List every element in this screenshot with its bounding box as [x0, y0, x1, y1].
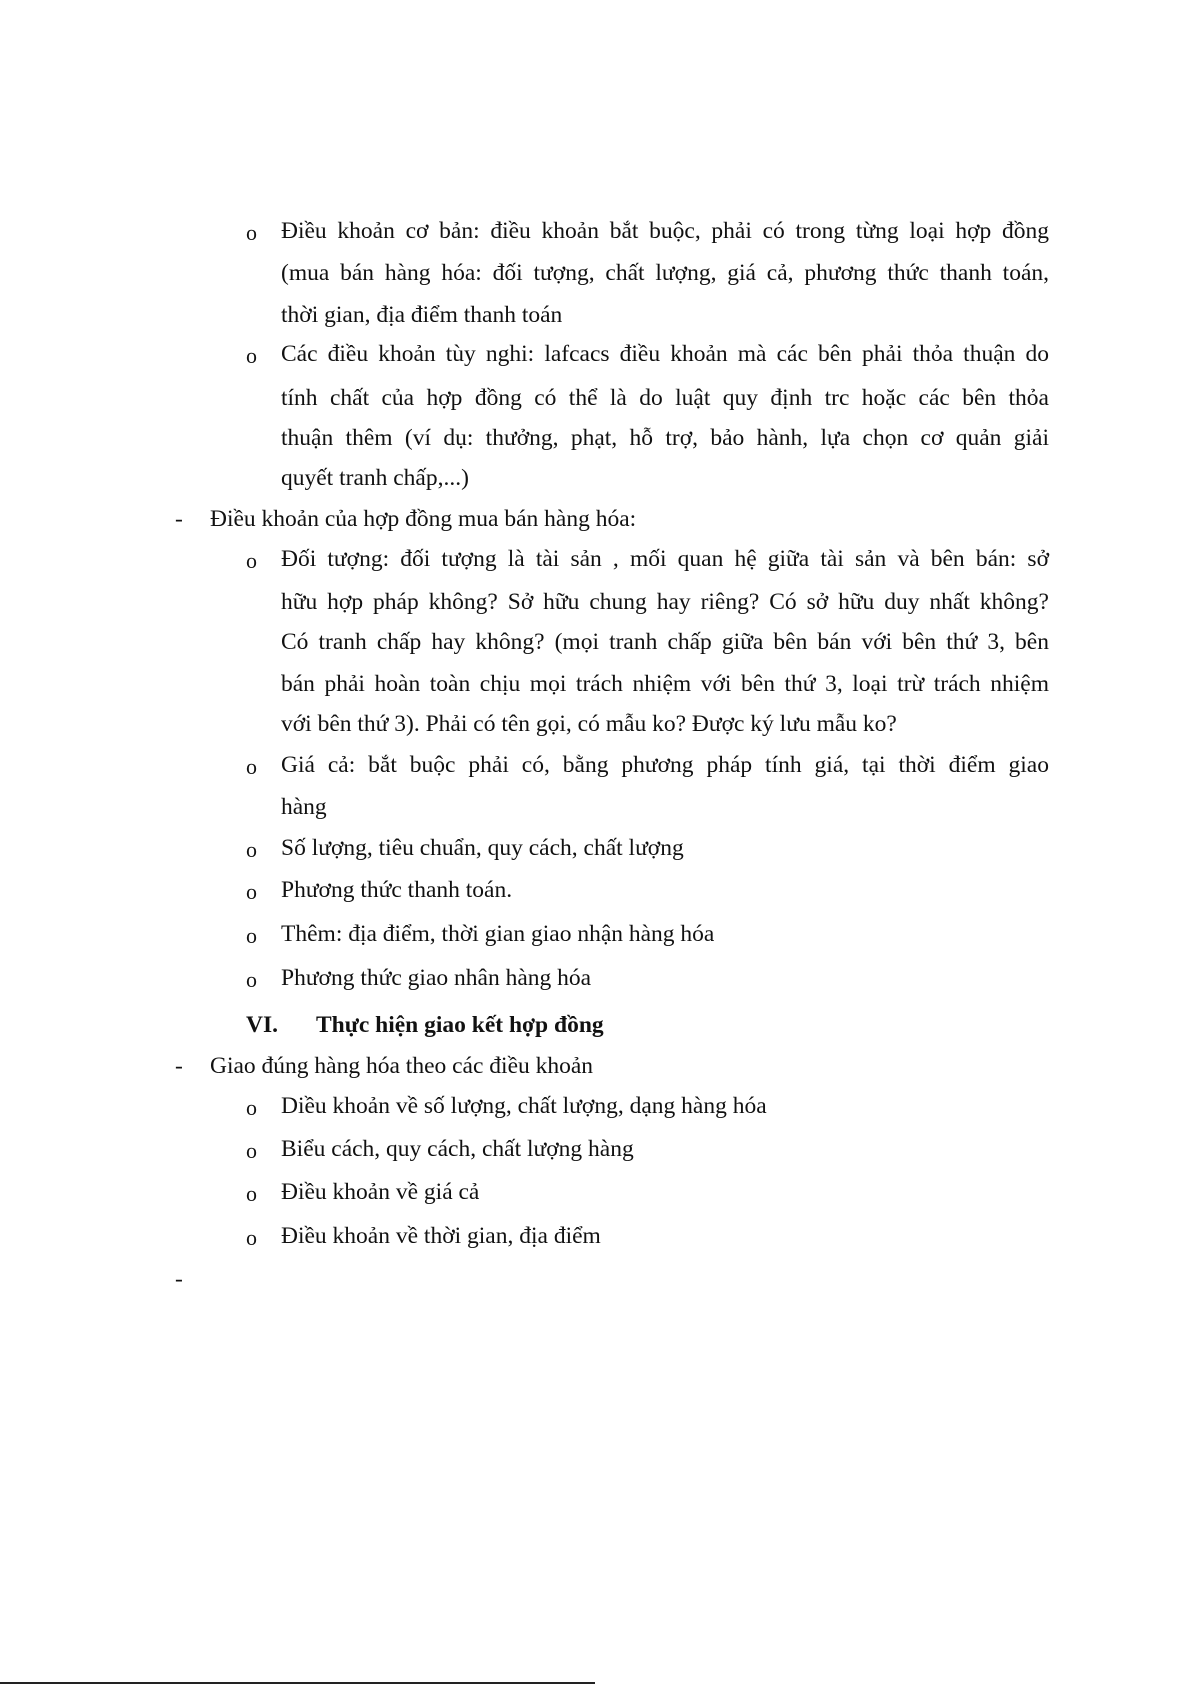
paragraph-line: thời gian, địa điểm thanh toán: [281, 302, 563, 328]
circle-bullet-icon: o: [246, 220, 257, 245]
paragraph-line: hữu hợp pháp không? Sở hữu chung hay riêng? Có sở hữu duy nhất không?: [281, 589, 1049, 615]
paragraph-line: Thêm: địa điểm, thời gian giao nhận hàng hóa: [281, 921, 715, 947]
paragraph-line: với bên thứ 3). Phải có tên gọi, có mẫu ko? Được ký lưu mẫu ko?: [281, 711, 897, 737]
paragraph-line: tính chất của hợp đồng có thể là do luật quy định trc hoặc các bên thỏa: [281, 385, 1049, 411]
paragraph-line: Các điều khoản tùy nghi: lafcacs điều khoản mà các bên phải thỏa thuận do: [281, 341, 1049, 367]
circle-bullet-icon: o: [246, 967, 257, 992]
circle-bullet-icon: o: [246, 923, 257, 948]
circle-bullet-icon: o: [246, 1225, 257, 1250]
paragraph-line: Giá cả: bắt buộc phải có, bằng phương pháp tính giá, tại thời điểm giao: [281, 752, 1049, 778]
paragraph-line: quyết tranh chấp,...): [281, 465, 469, 491]
paragraph-line: bán phải hoàn toàn chịu mọi trách nhiệm với bên thứ 3, loại trừ trách nhiệm: [281, 671, 1049, 697]
circle-bullet-icon: o: [246, 343, 257, 368]
section-number: VI.: [246, 1012, 278, 1038]
circle-bullet-icon: o: [246, 1138, 257, 1163]
paragraph-line: Biểu cách, quy cách, chất lượng hàng: [281, 1136, 634, 1162]
paragraph-line: Phương thức thanh toán.: [281, 877, 513, 903]
footnote-separator: [0, 1682, 595, 1684]
circle-bullet-icon: o: [246, 879, 257, 904]
paragraph-line: Phương thức giao nhân hàng hóa: [281, 965, 592, 991]
paragraph-line: Đối tượng: đối tượng là tài sản , mối quan hệ giữa tài sản và bên bán: sở: [281, 546, 1049, 572]
paragraph-line: Điều khoản về thời gian, địa điểm: [281, 1223, 601, 1249]
dash-bullet-icon: -: [175, 1266, 183, 1292]
section-title: Thực hiện giao kết hợp đồng: [316, 1012, 604, 1038]
circle-bullet-icon: o: [246, 548, 257, 573]
paragraph-line: Có tranh chấp hay không? (mọi tranh chấp giữa bên bán với bên thứ 3, bên: [281, 629, 1049, 655]
circle-bullet-icon: o: [246, 1181, 257, 1206]
dash-bullet-icon: -: [175, 506, 183, 532]
paragraph-line: (mua bán hàng hóa: đối tượng, chất lượng, giá cả, phương thức thanh toán,: [281, 260, 1049, 286]
circle-bullet-icon: o: [246, 1095, 257, 1120]
paragraph-line: thuận thêm (ví dụ: thưởng, phạt, hỗ trợ, bảo hành, lựa chọn cơ quản giải: [281, 425, 1049, 451]
paragraph-line: Giao đúng hàng hóa theo các điều khoản: [210, 1053, 594, 1079]
paragraph-line: hàng: [281, 794, 327, 820]
paragraph-line: Điều khoản về giá cả: [281, 1179, 480, 1205]
paragraph-line: Điều khoản của hợp đồng mua bán hàng hóa:: [210, 506, 637, 532]
circle-bullet-icon: o: [246, 754, 257, 779]
paragraph-line: Điều khoản cơ bản: điều khoản bắt buộc, phải có trong từng loại hợp đồng: [281, 218, 1049, 244]
paragraph-line: Số lượng, tiêu chuẩn, quy cách, chất lượng: [281, 835, 684, 861]
dash-bullet-icon: -: [175, 1053, 183, 1079]
paragraph-line: Diều khoản về số lượng, chất lượng, dạng hàng hóa: [281, 1093, 767, 1119]
circle-bullet-icon: o: [246, 837, 257, 862]
